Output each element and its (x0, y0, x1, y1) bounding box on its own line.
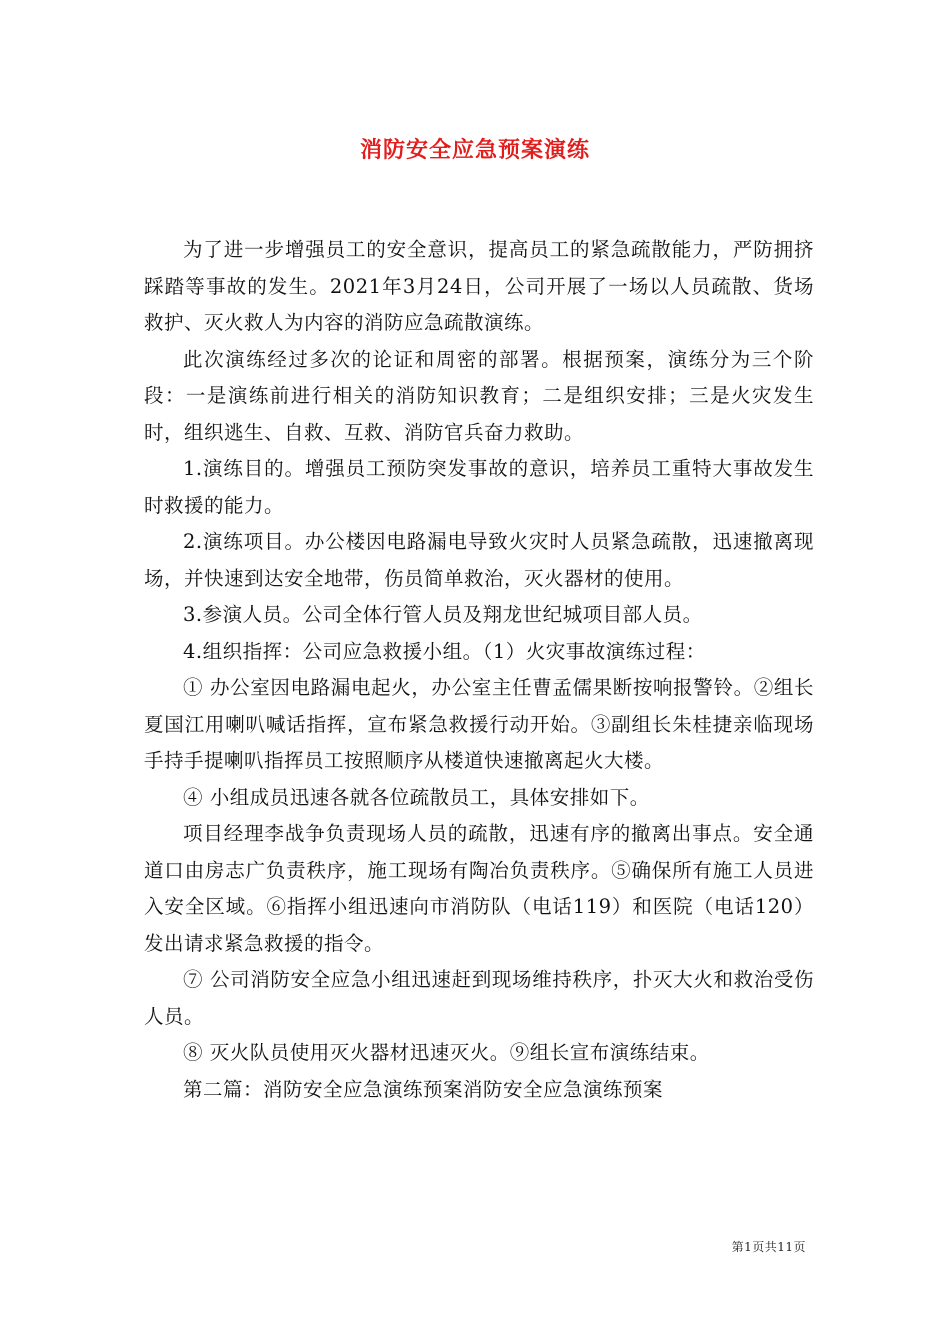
paragraph: 4.组织指挥：公司应急救援小组。（1）火灾事故演练过程： (183, 639, 706, 663)
paragraph: ① 办公室因电路漏电起火，办公室主任曹孟儒果断按响报警铃。②组长夏国江用喇叭喊话指挥，宣布紧急救援行动开始。③副组长朱桂捷亲临现场手持手提喇叭指挥员工按照顺序从楼道快速撤离起火大楼。 (144, 676, 814, 772)
paragraph: 1.演练目的。增强员工预防突发事故的意识，培养员工重特大事故发生时救援的能力。 (144, 457, 814, 517)
paragraph: ⑦ 公司消防安全应急小组迅速赶到现场维持秩序，扑灭大火和救治受伤人员。 (144, 968, 814, 1028)
paragraph: ⑧ 灭火队员使用灭火器材迅速灭火。⑨组长宣布演练结束。 (183, 1041, 710, 1064)
document-body (144, 232, 814, 1108)
paragraph: ④ 小组成员迅速各就各位疏散员工，具体安排如下。 (183, 785, 650, 809)
page-number: 第1页共11页 (731, 1240, 806, 1254)
paragraph: 2.演练项目。办公楼因电路漏电导致火灾时人员紧急疏散，迅速撤离现场，并快速到达安全地带，伤员简单救治，灭火器材的使用。 (144, 530, 814, 590)
paragraph: 第二篇：消防安全应急演练预案消防安全应急演练预案 (183, 1077, 664, 1101)
paragraph: 3.参演人员。公司全体行管人员及翔龙世纪城项目部人员。 (183, 603, 703, 626)
paragraph: 为了进一步增强员工的安全意识，提高员工的紧急疏散能力，严防拥挤踩踏等事故的发生。2021年3月24日，公司开展了一场以人员疏散、货场救护、灭火救人为内容的消防应急疏散演练。 (144, 238, 814, 334)
paragraph: 项目经理李战争负责现场人员的疏散，迅速有序的撤离出事点。安全通道口由房志广负责秩序，施工现场有陶冶负责秩序。⑤确保所有施工人员进入安全区域。⑥指挥小组迅速向市消防队（电话119）和医院（电话120）发出请求紧急救援的指令。 (144, 822, 814, 955)
document-title: 消防安全应急预案演练 (359, 137, 590, 163)
paragraph: 此次演练经过多次的论证和周密的部署。根据预案，演练分为三个阶段：一是演练前进行相关的消防知识教育；二是组织安排；三是火灾发生时，组织逃生、自救、互救、消防官兵奋力救助。 (144, 347, 814, 444)
